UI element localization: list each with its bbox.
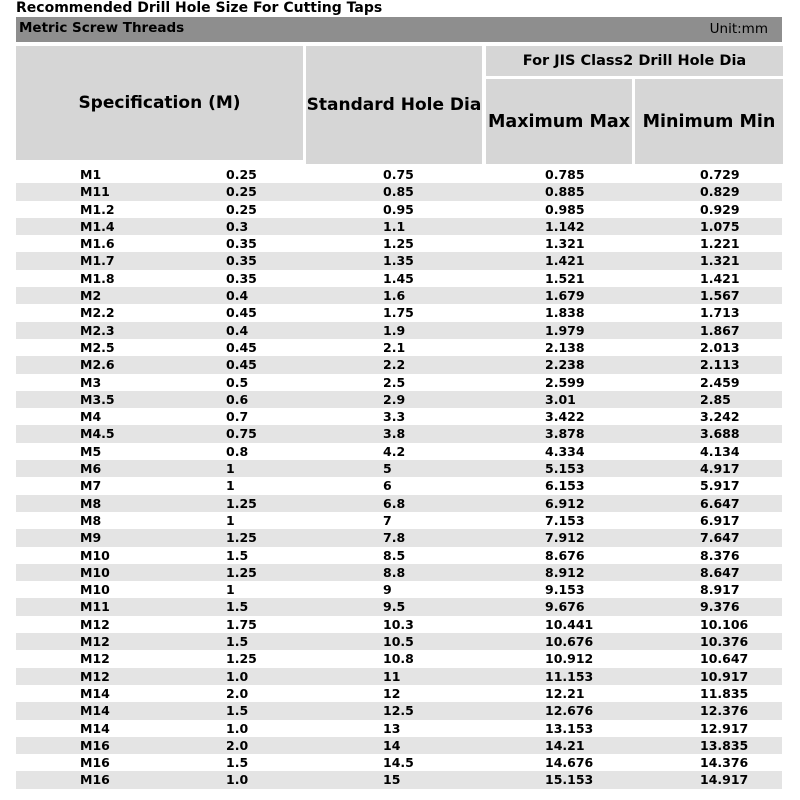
table-row [16, 564, 782, 581]
cell-max: 5.153 [545, 461, 585, 477]
cell-pitch: 0.45 [226, 357, 257, 373]
table-row [16, 512, 782, 529]
document-title: Recommended Drill Hole Size For Cutting Taps [16, 0, 383, 16]
cell-pitch: 0.35 [226, 270, 257, 286]
cell-pitch: 0.75 [226, 426, 257, 442]
table-row [16, 650, 782, 667]
cell-max: 10.676 [545, 634, 594, 650]
cell-max: 8.676 [545, 547, 585, 563]
table-row [16, 339, 782, 356]
cell-std: 0.85 [383, 184, 414, 200]
table-row [16, 633, 782, 650]
cell-std: 1.1 [383, 218, 406, 234]
table-row [16, 598, 782, 615]
cell-min: 14.917 [700, 772, 749, 788]
table-row [16, 754, 782, 771]
cell-spec: M4.5 [80, 426, 115, 442]
cell-pitch: 0.45 [226, 339, 257, 355]
cell-pitch: 0.25 [226, 201, 257, 217]
cell-spec: M12 [80, 668, 110, 684]
cell-std: 10.8 [383, 651, 414, 667]
cell-std: 3.8 [383, 426, 406, 442]
cell-max: 1.521 [545, 270, 585, 286]
cell-min: 0.929 [700, 201, 740, 217]
table-row [16, 702, 782, 719]
cell-max: 1.979 [545, 322, 585, 338]
cell-pitch: 1.25 [226, 495, 257, 511]
cell-spec: M2.3 [80, 322, 115, 338]
cell-spec: M10 [80, 564, 110, 580]
cell-max: 14.676 [545, 755, 594, 771]
table-row [16, 547, 782, 564]
cell-std: 14.5 [383, 755, 414, 771]
table-row [16, 668, 782, 685]
cell-spec: M16 [80, 737, 110, 753]
cell-std: 7 [383, 512, 392, 528]
table-row [16, 270, 782, 287]
cell-spec: M6 [80, 461, 102, 477]
cell-pitch: 0.35 [226, 253, 257, 269]
cell-min: 8.376 [700, 547, 740, 563]
cell-std: 0.75 [383, 167, 414, 182]
cell-spec: M11 [80, 184, 110, 200]
cell-max: 1.838 [545, 305, 585, 321]
header-specification: Specification (M) [16, 46, 303, 160]
cell-spec: M8 [80, 495, 102, 511]
cell-spec: M10 [80, 582, 110, 598]
cell-max: 6.153 [545, 478, 585, 494]
cell-min: 7.647 [700, 530, 740, 546]
cell-spec: M12 [80, 616, 110, 632]
unit-label: Unit:mm [709, 21, 768, 37]
cell-max: 1.321 [545, 236, 585, 252]
cell-pitch: 1.75 [226, 616, 257, 632]
cell-pitch: 0.8 [226, 443, 249, 459]
cell-pitch: 1.0 [226, 772, 249, 788]
header-minimum: Minimum Min [635, 79, 783, 164]
cell-pitch: 0.4 [226, 322, 249, 338]
cell-spec: M1.4 [80, 218, 115, 234]
cell-max: 10.912 [545, 651, 594, 667]
cell-min: 8.917 [700, 582, 740, 598]
cell-pitch: 1 [226, 461, 235, 477]
cell-std: 9 [383, 582, 392, 598]
cell-max: 9.153 [545, 582, 585, 598]
cell-min: 11.835 [700, 685, 749, 701]
cell-std: 12.5 [383, 703, 414, 719]
header-jis-class2: For JIS Class2 Drill Hole Dia [486, 46, 783, 76]
cell-spec: M14 [80, 720, 110, 736]
cell-spec: M9 [80, 530, 102, 546]
cell-min: 2.459 [700, 374, 740, 390]
cell-spec: M3.5 [80, 391, 115, 407]
cell-pitch: 1.5 [226, 547, 249, 563]
cell-max: 12.676 [545, 703, 594, 719]
cell-std: 2.1 [383, 339, 406, 355]
table-row [16, 616, 782, 633]
table-row [16, 374, 782, 391]
header-maximum: Maximum Max [486, 79, 632, 164]
cell-spec: M11 [80, 599, 110, 615]
cell-pitch: 2.0 [226, 685, 249, 701]
cell-pitch: 1.5 [226, 755, 249, 771]
cell-std: 0.95 [383, 201, 414, 217]
cell-std: 1.6 [383, 288, 406, 304]
cell-max: 10.441 [545, 616, 594, 632]
table-row [16, 183, 782, 200]
cell-min: 1.867 [700, 322, 740, 338]
cell-min: 12.917 [700, 720, 749, 736]
table-row [16, 201, 782, 218]
cell-min: 3.688 [700, 426, 740, 442]
table-row [16, 581, 782, 598]
cell-spec: M16 [80, 772, 110, 788]
cell-std: 1.75 [383, 305, 414, 321]
cell-max: 1.421 [545, 253, 585, 269]
cell-std: 12 [383, 685, 401, 701]
cell-max: 9.676 [545, 599, 585, 615]
section-title: Metric Screw Threads [19, 20, 185, 36]
cell-min: 2.013 [700, 339, 740, 355]
cell-min: 9.376 [700, 599, 740, 615]
cell-spec: M12 [80, 634, 110, 650]
cell-min: 10.917 [700, 668, 749, 684]
cell-pitch: 2.0 [226, 737, 249, 753]
table-row [16, 356, 782, 373]
cell-min: 2.113 [700, 357, 740, 373]
table-row [16, 443, 782, 460]
cell-spec: M1.8 [80, 270, 115, 286]
cell-spec: M1.2 [80, 201, 115, 217]
cell-spec: M12 [80, 651, 110, 667]
cell-spec: M16 [80, 755, 110, 771]
cell-std: 1.9 [383, 322, 406, 338]
cell-pitch: 1.25 [226, 651, 257, 667]
table-row [16, 529, 782, 546]
cell-pitch: 1.5 [226, 703, 249, 719]
cell-min: 4.917 [700, 461, 740, 477]
cell-spec: M14 [80, 685, 110, 701]
cell-std: 6.8 [383, 495, 406, 511]
table-row [16, 391, 782, 408]
cell-max: 11.153 [545, 668, 594, 684]
cell-std: 4.2 [383, 443, 406, 459]
cell-pitch: 1.0 [226, 668, 249, 684]
cell-std: 1.45 [383, 270, 414, 286]
cell-max: 3.878 [545, 426, 585, 442]
cell-std: 10.5 [383, 634, 414, 650]
cell-pitch: 1 [226, 512, 235, 528]
cell-std: 6 [383, 478, 392, 494]
cell-min: 1.321 [700, 253, 740, 269]
cell-min: 1.075 [700, 218, 740, 234]
cell-max: 7.153 [545, 512, 585, 528]
cell-std: 3.3 [383, 409, 406, 425]
table-row [16, 166, 782, 183]
cell-max: 3.422 [545, 409, 585, 425]
cell-spec: M8 [80, 512, 102, 528]
cell-min: 0.729 [700, 167, 740, 182]
cell-max: 13.153 [545, 720, 594, 736]
cell-std: 2.2 [383, 357, 406, 373]
cell-min: 1.567 [700, 288, 740, 304]
cell-max: 8.912 [545, 564, 585, 580]
cell-min: 5.917 [700, 478, 740, 494]
cell-pitch: 1 [226, 478, 235, 494]
cell-std: 5 [383, 461, 392, 477]
cell-max: 4.334 [545, 443, 585, 459]
cell-max: 0.785 [545, 167, 585, 182]
table-row [16, 425, 782, 442]
header-standard-hole-dia: Standard Hole Dia [306, 46, 482, 164]
cell-max: 1.142 [545, 218, 585, 234]
table-row [16, 322, 782, 339]
cell-std: 10.3 [383, 616, 414, 632]
cell-std: 14 [383, 737, 401, 753]
cell-max: 1.679 [545, 288, 585, 304]
cell-spec: M1.6 [80, 236, 115, 252]
cell-min: 14.376 [700, 755, 749, 771]
table-row [16, 235, 782, 252]
cell-pitch: 1.0 [226, 720, 249, 736]
cell-pitch: 0.25 [226, 167, 257, 182]
cell-spec: M10 [80, 547, 110, 563]
cell-pitch: 0.4 [226, 288, 249, 304]
cell-min: 3.242 [700, 409, 740, 425]
table-row [16, 720, 782, 737]
cell-min: 10.647 [700, 651, 749, 667]
cell-pitch: 0.45 [226, 305, 257, 321]
cell-min: 10.106 [700, 616, 749, 632]
cell-std: 15 [383, 772, 401, 788]
cell-min: 4.134 [700, 443, 740, 459]
cell-pitch: 0.7 [226, 409, 249, 425]
cell-max: 15.153 [545, 772, 594, 788]
section-bar [16, 17, 782, 42]
cell-min: 6.917 [700, 512, 740, 528]
cell-pitch: 1.25 [226, 564, 257, 580]
table-row [16, 771, 782, 788]
cell-std: 7.8 [383, 530, 406, 546]
cell-spec: M2.6 [80, 357, 115, 373]
cell-spec: M5 [80, 443, 102, 459]
table-row [16, 287, 782, 304]
cell-spec: M1.7 [80, 253, 115, 269]
cell-max: 2.138 [545, 339, 585, 355]
cell-pitch: 0.3 [226, 218, 249, 234]
cell-spec: M14 [80, 703, 110, 719]
table-row [16, 218, 782, 235]
table-row [16, 477, 782, 494]
cell-pitch: 1.5 [226, 599, 249, 615]
cell-std: 2.5 [383, 374, 406, 390]
cell-max: 2.238 [545, 357, 585, 373]
table-row [16, 304, 782, 321]
cell-spec: M2.2 [80, 305, 115, 321]
table-row [16, 685, 782, 702]
cell-min: 1.421 [700, 270, 740, 286]
cell-spec: M4 [80, 409, 102, 425]
cell-min: 12.376 [700, 703, 749, 719]
table-row [16, 252, 782, 269]
cell-spec: M7 [80, 478, 102, 494]
cell-max: 0.985 [545, 201, 585, 217]
cell-max: 14.21 [545, 737, 585, 753]
cell-std: 13 [383, 720, 401, 736]
cell-min: 10.376 [700, 634, 749, 650]
table-row [16, 495, 782, 512]
cell-max: 6.912 [545, 495, 585, 511]
cell-min: 0.829 [700, 184, 740, 200]
cell-max: 7.912 [545, 530, 585, 546]
cell-pitch: 1.5 [226, 634, 249, 650]
cell-std: 9.5 [383, 599, 406, 615]
cell-pitch: 1.25 [226, 530, 257, 546]
cell-pitch: 0.5 [226, 374, 249, 390]
cell-max: 2.599 [545, 374, 585, 390]
cell-std: 8.8 [383, 564, 406, 580]
table-row [16, 737, 782, 754]
table-body [16, 166, 782, 789]
cell-min: 8.647 [700, 564, 740, 580]
cell-min: 1.713 [700, 305, 740, 321]
cell-std: 2.9 [383, 391, 406, 407]
cell-std: 1.35 [383, 253, 414, 269]
table-row [16, 460, 782, 477]
cell-std: 8.5 [383, 547, 406, 563]
cell-max: 3.01 [545, 391, 576, 407]
cell-min: 2.85 [700, 391, 731, 407]
cell-min: 1.221 [700, 236, 740, 252]
cell-max: 0.885 [545, 184, 585, 200]
cell-max: 12.21 [545, 685, 585, 701]
cell-pitch: 0.35 [226, 236, 257, 252]
cell-min: 13.835 [700, 737, 749, 753]
cell-spec: M1 [80, 167, 102, 182]
cell-pitch: 1 [226, 582, 235, 598]
table-row [16, 408, 782, 425]
cell-pitch: 0.25 [226, 184, 257, 200]
cell-std: 11 [383, 668, 401, 684]
cell-std: 1.25 [383, 236, 414, 252]
cell-spec: M2 [80, 288, 102, 304]
cell-spec: M3 [80, 374, 102, 390]
cell-spec: M2.5 [80, 339, 115, 355]
cell-pitch: 0.6 [226, 391, 249, 407]
cell-min: 6.647 [700, 495, 740, 511]
